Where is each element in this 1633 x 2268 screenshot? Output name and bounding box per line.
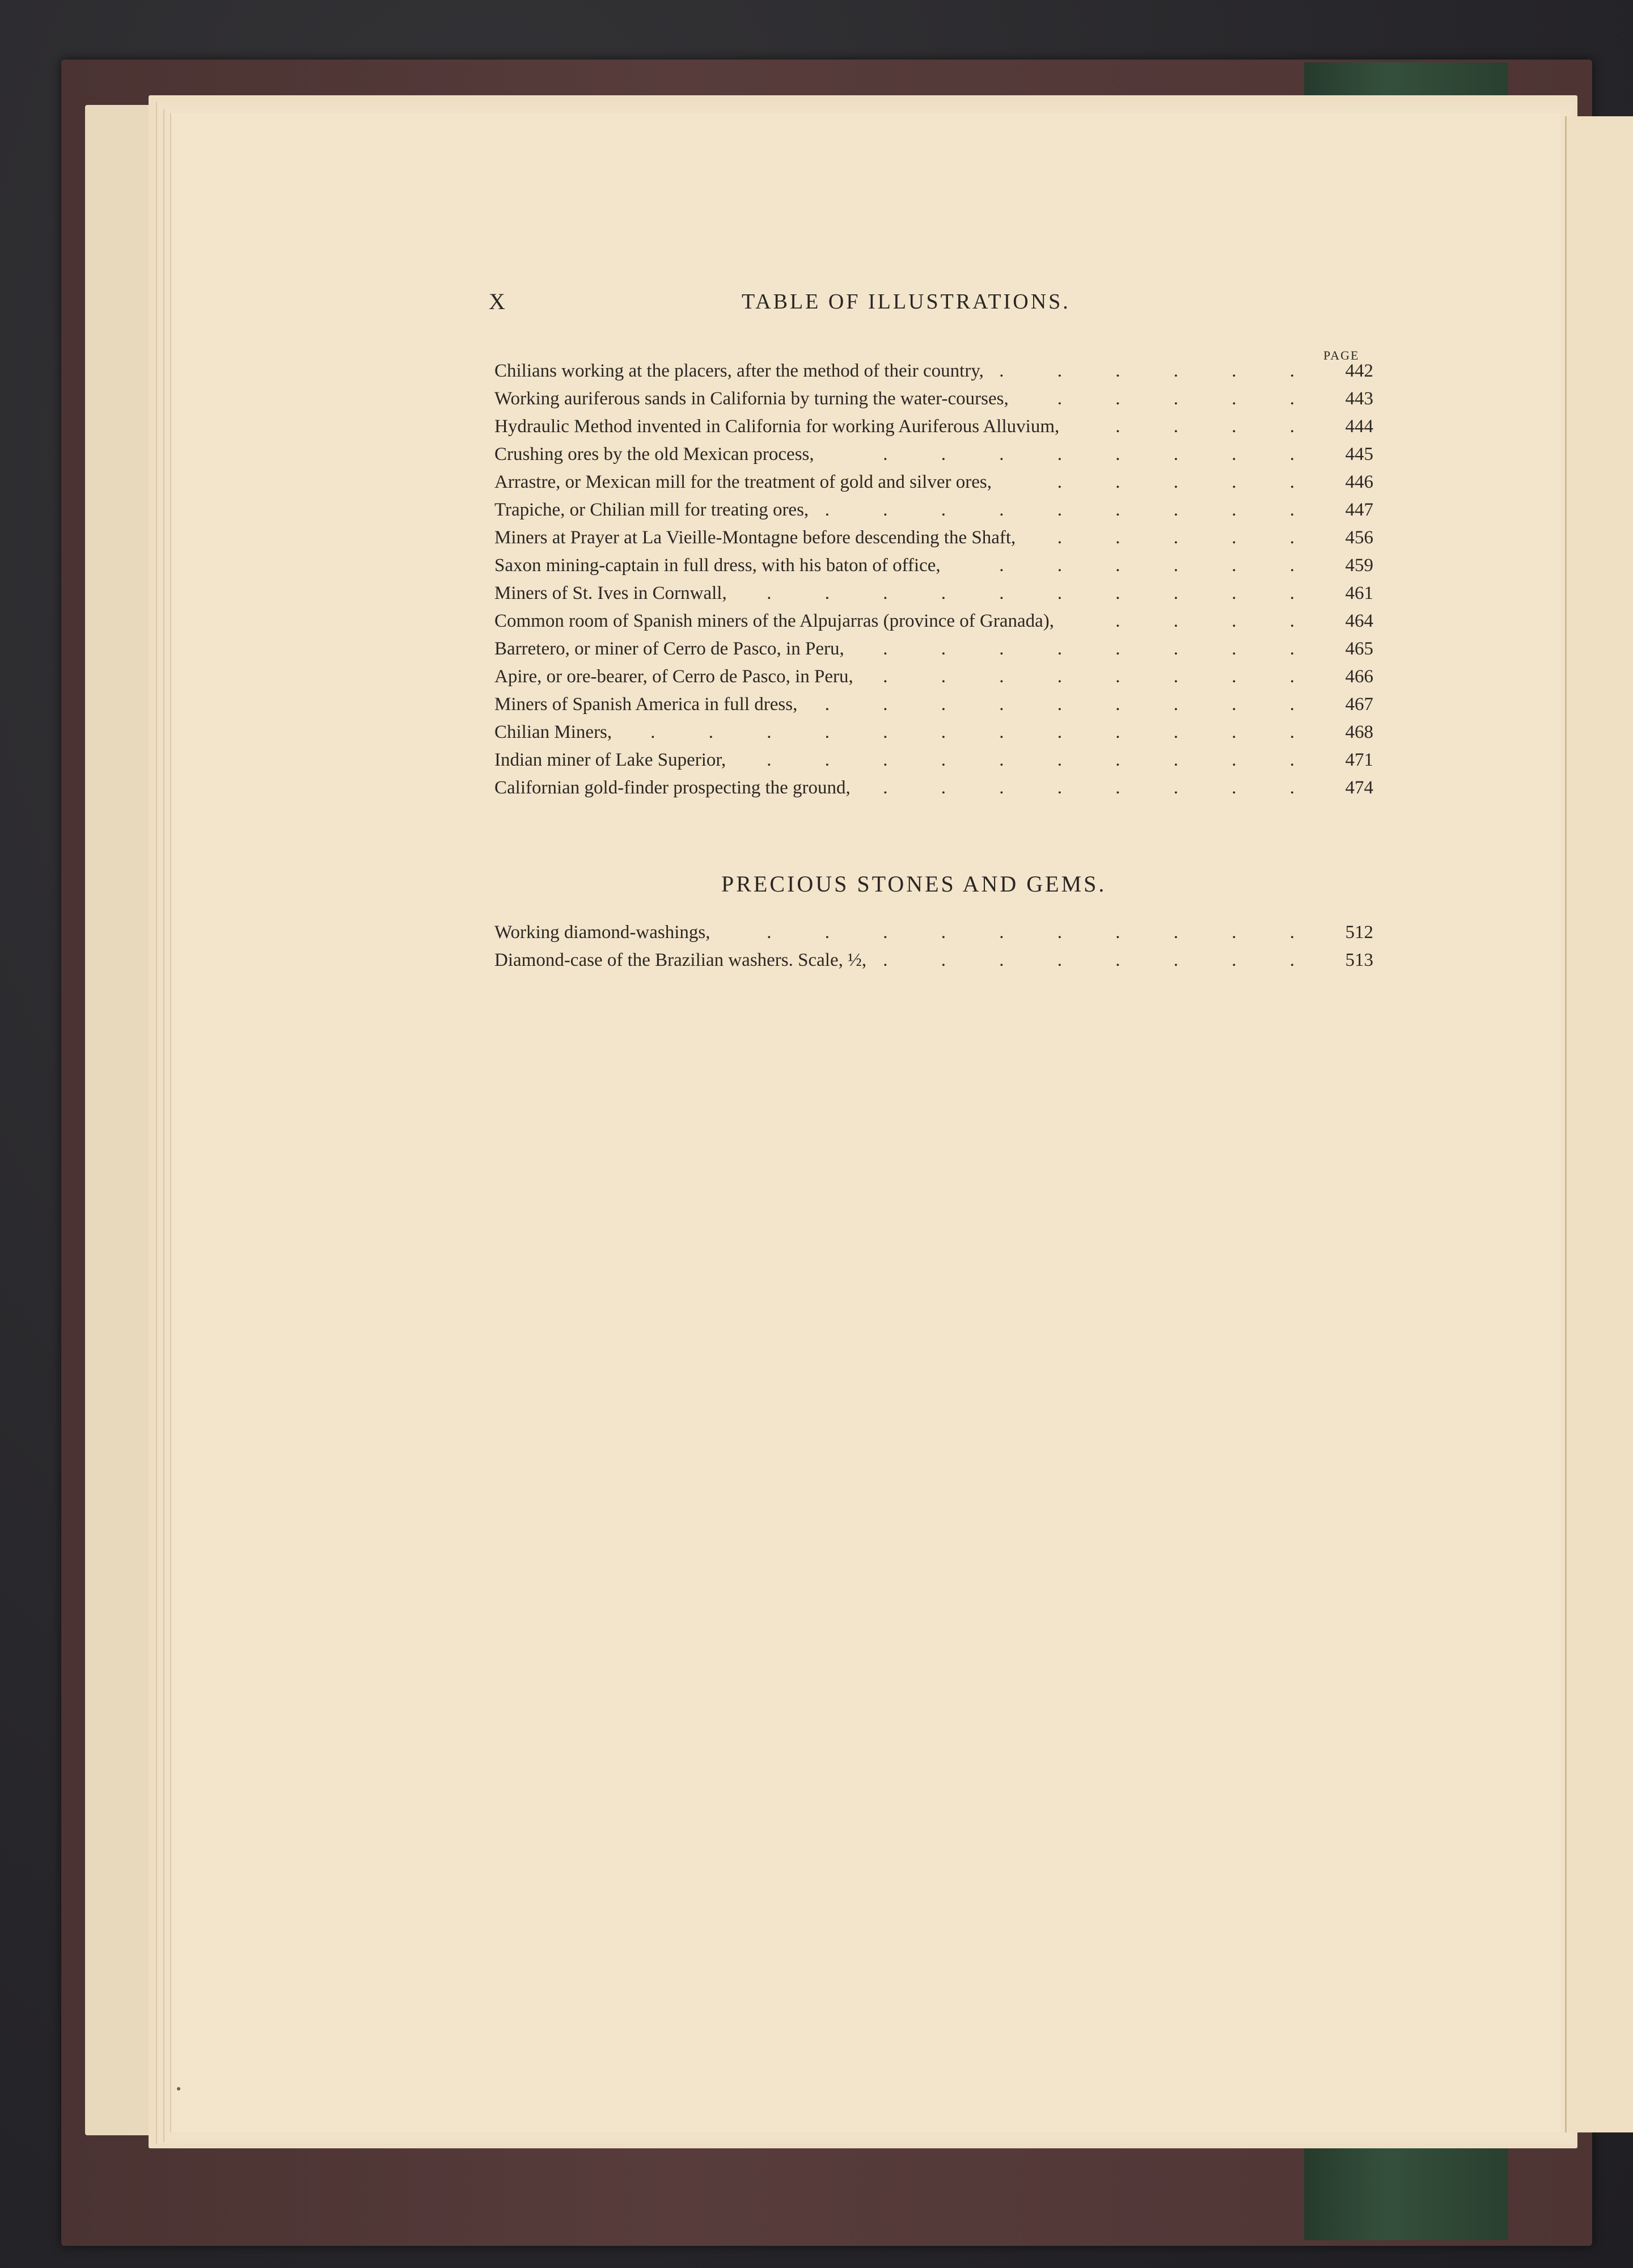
illustration-title: Arrastre, or Mexican mill for the treatment of gold and silver ores,	[494, 472, 992, 492]
leader-dots: . . . . .	[1057, 472, 1319, 492]
page-number: 464	[1345, 611, 1373, 631]
gems-illustrations-list	[494, 919, 1373, 974]
leader-dots: . . . . . . . .	[883, 778, 1319, 798]
illustration-title: Saxon mining-captain in full dress, with his baton of office,	[494, 555, 941, 576]
page-number: 461	[1345, 583, 1373, 603]
page-number: 474	[1345, 778, 1373, 798]
leader-dots: . . . . . . . . . . . .	[650, 722, 1319, 742]
illustration-title: Barretero, or miner of Cerro de Pasco, in Peru,	[494, 639, 844, 659]
leader-dots: . . . .	[1115, 416, 1319, 437]
page-number: 465	[1345, 639, 1373, 659]
list-item	[494, 580, 1373, 607]
page-folio: X	[489, 289, 506, 314]
list-item	[494, 663, 1373, 691]
page-column-label: PAGE	[1323, 348, 1360, 362]
list-item	[494, 441, 1373, 468]
illustration-title: Hydraulic Method invented in California for working Auriferous Alluvium,	[494, 416, 1060, 437]
illustration-title: Miners at Prayer at La Vieille-Montagne before descending the Shaft,	[494, 527, 1016, 548]
list-item	[494, 496, 1373, 524]
illustration-title: Working diamond-washings,	[494, 922, 710, 943]
facing-page-edge	[1565, 116, 1633, 2132]
illustration-title: Chilians working at the placers, after the method of their country,	[494, 361, 984, 381]
list-item	[494, 413, 1373, 441]
list-item	[494, 552, 1373, 580]
leader-dots: . . . . . . . .	[883, 950, 1319, 970]
leader-dots: . . . . . . . .	[883, 639, 1319, 659]
section-heading: PRECIOUS STONES AND GEMS.	[721, 871, 1107, 897]
page-number: 459	[1345, 555, 1373, 576]
page-number: 442	[1345, 361, 1373, 381]
leader-dots: . . . . . . . .	[883, 666, 1319, 687]
illustration-title: Apire, or ore-bearer, of Cerro de Pasco, in Peru,	[494, 666, 853, 687]
illustration-title: Trapiche, or Chilian mill for treating ores,	[494, 500, 809, 520]
illustration-title: Miners of St. Ives in Cornwall,	[494, 583, 727, 603]
leader-dots: . . . . . . . . . .	[767, 583, 1319, 603]
page-number: 445	[1345, 444, 1373, 464]
page-number: 512	[1345, 922, 1373, 943]
illustrations-list	[494, 357, 1373, 802]
illustration-title: Crushing ores by the old Mexican process,	[494, 444, 814, 464]
leader-dots: . . . .	[1115, 611, 1319, 631]
list-item	[494, 947, 1373, 974]
list-item	[494, 607, 1373, 635]
page-number: 467	[1345, 694, 1373, 715]
list-item	[494, 746, 1373, 774]
illustration-title: Californian gold-finder prospecting the ground,	[494, 778, 851, 798]
leader-dots: . . . . . . . . .	[824, 694, 1319, 715]
list-item	[494, 357, 1373, 385]
list-item	[494, 919, 1373, 947]
illustration-title: Common room of Spanish miners of the Alpujarras (province of Granada),	[494, 611, 1055, 631]
page-number: 468	[1345, 722, 1373, 742]
page-number: 446	[1345, 472, 1373, 492]
leader-dots: . . . . . . . .	[883, 444, 1319, 464]
margin-speck	[177, 2087, 180, 2090]
leader-dots: . . . . . . . . . .	[767, 922, 1319, 943]
leader-dots: . . . . . .	[999, 555, 1319, 576]
illustration-title: Miners of Spanish America in full dress,	[494, 694, 798, 715]
leader-dots: . . . . . .	[999, 361, 1319, 381]
page-number: 471	[1345, 750, 1373, 770]
illustration-title: Working auriferous sands in California by turning the water-courses,	[494, 388, 1009, 409]
illustration-title: Diamond-case of the Brazilian washers. Scale, ½,	[494, 950, 867, 970]
illustration-title: Indian miner of Lake Superior,	[494, 750, 726, 770]
list-item	[494, 468, 1373, 496]
list-item	[494, 385, 1373, 413]
leader-dots: . . . . . . . . .	[824, 500, 1319, 520]
list-item	[494, 691, 1373, 719]
page-number: 447	[1345, 500, 1373, 520]
page-title: TABLE OF ILLUSTRATIONS.	[742, 290, 1071, 314]
page-number: 456	[1345, 527, 1373, 548]
page-number: 443	[1345, 388, 1373, 409]
list-item	[494, 774, 1373, 802]
leader-dots: . . . . .	[1057, 527, 1319, 548]
list-item	[494, 635, 1373, 663]
page-number: 466	[1345, 666, 1373, 687]
running-head	[489, 288, 1124, 322]
list-item	[494, 524, 1373, 552]
page-number: 444	[1345, 416, 1373, 437]
list-item	[494, 719, 1373, 746]
leader-dots: . . . . .	[1057, 388, 1319, 409]
page-number: 513	[1345, 950, 1373, 970]
leader-dots: . . . . . . . . . .	[767, 750, 1319, 770]
illustration-title: Chilian Miners,	[494, 722, 612, 742]
